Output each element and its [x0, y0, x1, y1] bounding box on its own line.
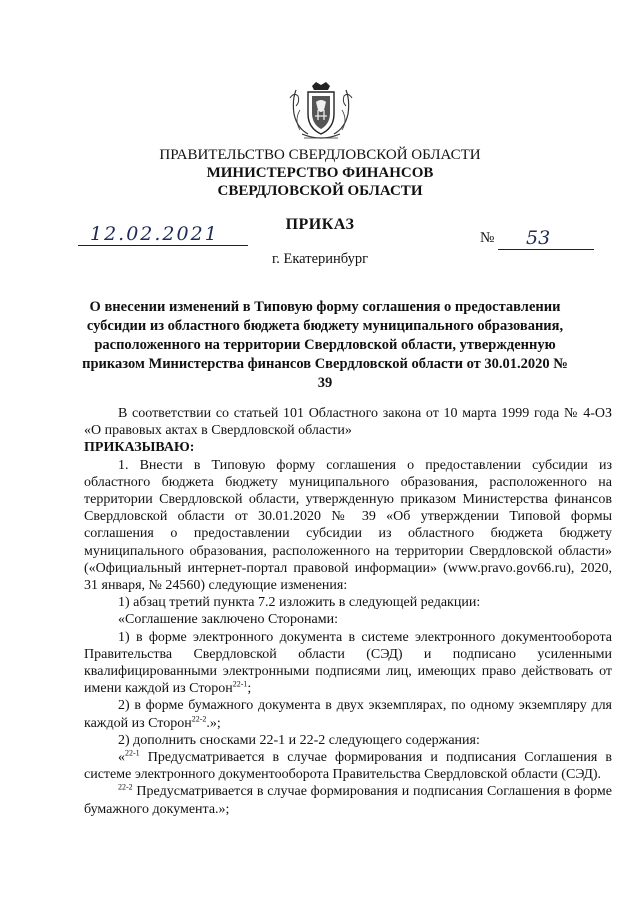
- footnote-open-quote: «: [118, 750, 125, 766]
- footnote-22-2-text: Предусматривается в случае формирования и подписания Соглашения в форме бумажного документа.»;: [84, 784, 612, 817]
- quote-point-1-paragraph: [84, 629, 612, 698]
- quote-point-2-paragraph: [84, 697, 612, 731]
- quote-point-2-text: 2) в форме бумажного документа в двух экземплярах, по одному экземпляру для каждой из Сторон: [84, 698, 612, 731]
- city-line: г. Екатеринбург: [271, 251, 369, 267]
- subitem-2-paragraph: 2) дополнить сносками 22-1 и 22-2 следующего содержания:: [118, 732, 480, 748]
- item-1-paragraph: 1. Внести в Типовую форму соглашения о предоставлении субсидии из областного бюджета бюджету муниципального образования, расположенного на территории Свердловской области, утвержденную приказом Министерства финансов Свердловской области от 30.01.2020 № 39 «Об утверждении Типовой формы соглашения о предоставлении субсидии из областного бюджета бюджету муниципального образования, расположенного на территории Свердловской области» («Официальный интернет-портал правовой информации» (www.pravo.gov66.ru), 2020, 31 января, № 24560) следующие изменения:: [84, 457, 612, 594]
- orders-word: ПРИКАЗЫВАЮ:: [84, 440, 195, 456]
- coat-of-arms-emblem: [288, 80, 354, 142]
- quote-point-1-text: 1) в форме электронного документа в системе электронного документооборота Правительства Свердловской области (СЭД) и подписано усиленными квалифицированными электронными подписями лиц, имеющих право действовать от имени каждой из Сторон: [84, 629, 612, 697]
- footnote-22-1-paragraph: [84, 749, 612, 783]
- government-name: ПРАВИТЕЛЬСТВО СВЕРДЛОВСКОЙ ОБЛАСТИ: [159, 147, 481, 163]
- intro-paragraph: В соответствии со статьей 101 Областного закона от 10 марта 1999 года № 4-ОЗ «О правовых актах в Свердловской области»: [84, 406, 612, 439]
- order-number-field: [480, 226, 595, 250]
- quote-intro-paragraph: «Соглашение заключено Сторонами:: [118, 612, 339, 628]
- footnote-ref-22-1: 22-1: [232, 679, 248, 689]
- ministry-name-line1: МИНИСТЕРСТВО ФИНАНСОВ: [206, 165, 434, 181]
- quote-point-1-end: ;: [247, 681, 252, 697]
- order-number-handwritten: 53: [498, 226, 594, 250]
- order-date-handwritten: 12.02.2021: [78, 222, 248, 246]
- footnote-22-2-mark: 22-2: [118, 782, 133, 792]
- footnote-22-1-mark: 22-1: [125, 748, 140, 758]
- ministry-name-line2: СВЕРДЛОВСКОЙ ОБЛАСТИ: [217, 183, 423, 199]
- doc-type-heading: ПРИКАЗ: [285, 216, 355, 233]
- footnote-ref-22-2: 22-2: [191, 714, 207, 723]
- subitem-1-paragraph: 1) абзац третий пункта 7.2 изложить в следующей редакции:: [118, 595, 481, 611]
- quote-point-2-end: .»;: [206, 715, 221, 731]
- number-sign: №: [480, 230, 495, 246]
- footnote-22-1-text: Предусматривается в случае формирования и подписания Соглашения в системе электронного документооборота Правительства Свердловской области (СЭД).: [84, 750, 612, 783]
- order-title: О внесении изменений в Типовую форму соглашения о предоставлении субсидии из областного бюджета бюджету муниципального образования, расположенного на территории Свердловской области, утвержденную приказом Министерства финансов Свердловской области от 30.01.2020 № 39: [82, 299, 568, 391]
- order-body: [84, 405, 612, 818]
- footnote-22-2-paragraph: [84, 783, 612, 817]
